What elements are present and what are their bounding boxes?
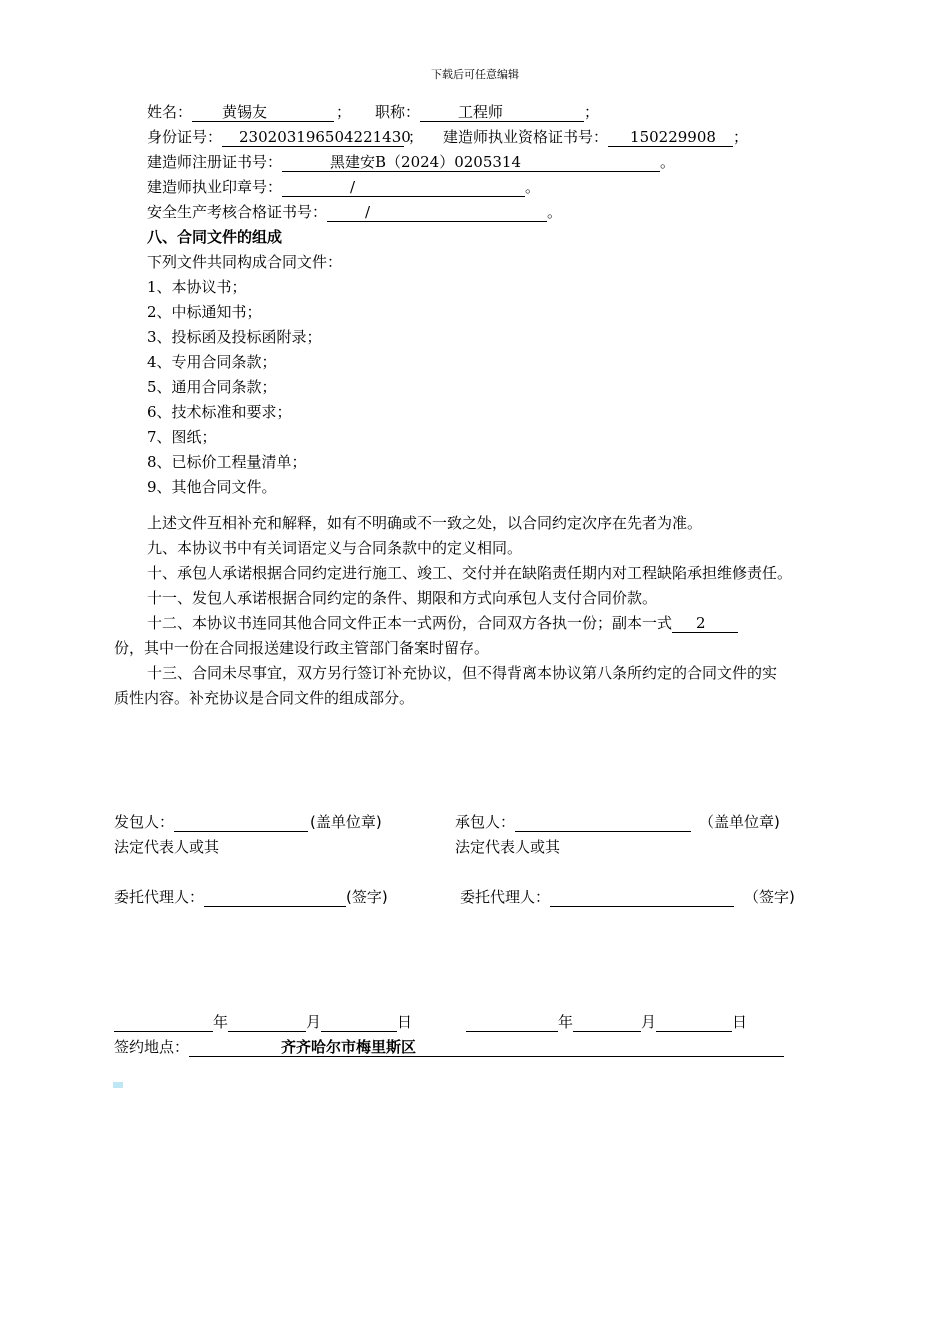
para-10: 十、承包人承诺根据合同约定进行施工、竣工、交付并在缺陷责任期内对工程缺陷承担维修责任。: [147, 564, 793, 582]
employer-line: 发包人： (盖单位章): [114, 813, 382, 831]
employer-date-line: 年 月 日: [114, 1012, 412, 1032]
seal-field: /: [282, 178, 525, 197]
list-item: 1、本协议书；: [147, 278, 247, 296]
contractor-agent-line: 委托代理人： （签字): [460, 888, 795, 906]
para-12-line1: 十二、本协议书连同其他合同文件正本一式两份，合同双方各执一份；副本一式 2: [147, 613, 738, 633]
section8-heading: 八、合同文件的组成: [147, 228, 283, 246]
para-13-line2: 质性内容。补充协议是合同文件的组成部分。: [114, 689, 415, 707]
name-field: 黄锡友: [192, 103, 334, 122]
signing-place-line: 签约地点： 齐齐哈尔市梅里斯区: [114, 1037, 784, 1057]
id-field: 230203196504221430: [222, 128, 404, 147]
list-item: 5、通用合同条款；: [147, 378, 277, 396]
list-item: 2、中标通知书；: [147, 303, 262, 321]
para-9: 九、本协议书中有关词语定义与合同条款中的定义相同。: [147, 539, 523, 557]
para-precedence: 上述文件互相补充和解释，如有不明确或不一致之处，以合同约定次序在先者为准。: [147, 514, 703, 532]
para-12-line2: 份，其中一份在合同报送建设行政主管部门备案时留存。: [114, 639, 490, 657]
safety-line: 安全生产考核合格证书号： / 。: [147, 203, 563, 221]
para-11: 十一、发包人承诺根据合同约定的条件、期限和方式向承包人支付合同价款。: [147, 589, 658, 607]
employer-legal-rep: 法定代表人或其: [114, 838, 220, 856]
contractor-field: [515, 813, 691, 832]
marker-square: [113, 1082, 123, 1088]
contractor-date-line: 年 月 日: [466, 1012, 747, 1032]
employer-field: [174, 813, 308, 832]
list-item: 7、图纸；: [147, 428, 217, 446]
list-item: 3、投标函及投标函附录；: [147, 328, 322, 346]
list-item: 6、技术标准和要求；: [147, 403, 292, 421]
cert-field: 150229908: [608, 128, 733, 147]
employer-agent-field: [204, 888, 346, 907]
contractor-legal-rep: 法定代表人或其: [455, 838, 561, 856]
list-item: 9、其他合同文件。: [147, 478, 277, 496]
reg-field: 黑建安B（2024）0205314: [282, 153, 660, 172]
id-line: 身份证号： 230203196504221430； 建造师执业资格证书号： 150229908 ；: [147, 128, 749, 146]
contractor-agent-field: [550, 888, 734, 907]
para-13-line1: 十三、合同未尽事宜，双方另行签订补充协议，但不得背离本协议第八条所约定的合同文件的实: [147, 664, 778, 682]
seal-line: 建造师执业印章号： / 。: [147, 178, 541, 196]
contractor-line: 承包人： （盖单位章): [455, 813, 780, 831]
safety-field: /: [327, 203, 547, 222]
employer-agent-line: 委托代理人： (签字): [114, 888, 388, 906]
list-item: 4、专用合同条款；: [147, 353, 277, 371]
signing-place-field: 齐齐哈尔市梅里斯区: [189, 1038, 784, 1057]
page-header: 下载后可任意编辑: [431, 68, 519, 81]
copies-field: 2: [672, 614, 738, 633]
reg-line: 建造师注册证书号： 黑建安B（2024）0205314 。: [147, 153, 676, 171]
list-item: 8、已标价工程量清单；: [147, 453, 307, 471]
section8-intro: 下列文件共同构成合同文件：: [147, 253, 343, 271]
title-field: 工程师: [420, 103, 584, 122]
name-line: 姓名： 黄锡友 ； 职称： 工程师 ；: [147, 103, 600, 121]
